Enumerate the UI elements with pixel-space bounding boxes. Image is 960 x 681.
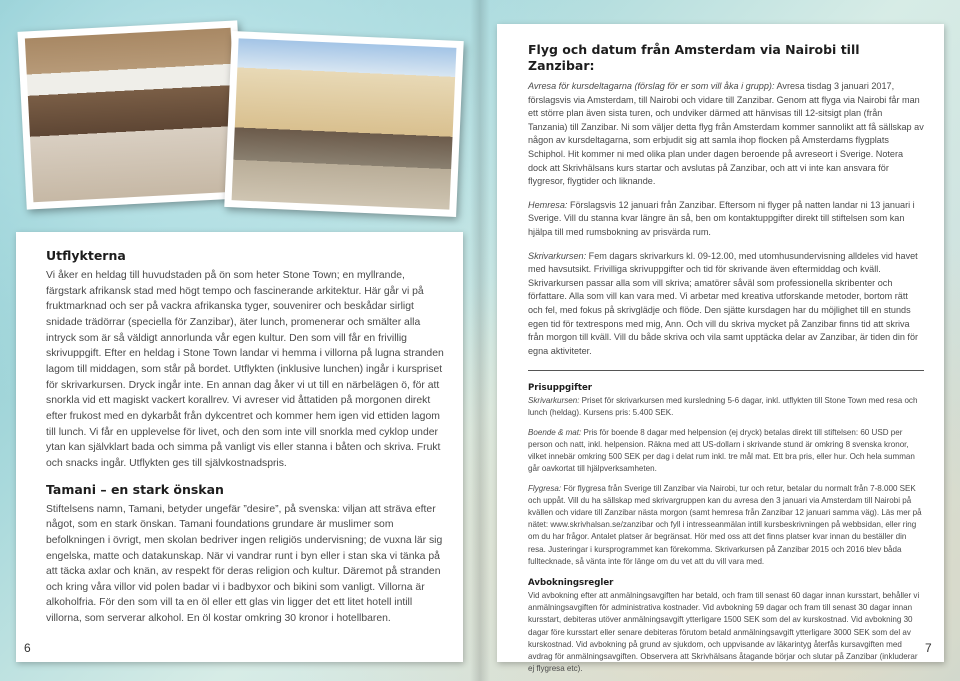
- avresa-text: Avresa tisdag 3 januari 2017, förslagsvis via Amsterdam, till Nairobi och vidare till Zanzibar. Genom att flyga via Nairobi får man ett större plan även sista turen, och undviker därmed att hänvisas till 12-sitsigt plan (från Tanzania) till Zanzibar. Ni som väljer detta flyg från Amsterdam kommer sannolikt att få sällskap av någon av kursdeltagarna, som erbjudit sig att samla ihop flocken på Amsterdams flygplats Schiphol. Hit kommer ni med olika plan under dagen beroende på avreseort i Sverige. Notera dock att Skrivhälsans kurs startar och avslutas på Zanzibar, och att vi inte kan ansvara för flygresor, flygtider och liknande.: [528, 81, 924, 187]
- photo-writing-class-image: [25, 28, 239, 203]
- utflykterna-text: Vi åker en heldag till huvudstaden på ön som heter Stone Town; en myllrande, färgstark afrikansk stad med högt tempo och fascinerande arkitektur. Här går vi på fruktmarknad och ser på vackra afrikanska tyger, souvenirer och beskådar sirligt snidade trädörrar (speciella för Zanzibar), äter lunch, promenerar och smälter alla intryck som är så väldigt annorlunda vår egen kultur. Den som vill får en frivillig skrivuppgift. Efter en heldag i Stone Town landar vi hemma i villorna på lugna stranden lagom till middagen, som står på bordet. Utflykten (inklusive lunchen) ingår i kurspriset för skrivarkursen. Dryck ingår inte. En annan dag åker vi ut till en närbelägen ö, för att snorkla vid ett magiskt vackert korallrev. Vi avreser vid åttatiden på morgonen direkt efter frukost med en dykarbåt från dykcentret och kommer hem igen vid ettiden lagom till lunch. Vi får en upplevelse för livet, och den som inte vill snorkla med cyklop under ytan kan självklart bada och simma på vanligt vis eller stanna i båten och skriva. Frukt och snacks ingår. Utflykten ges till självkostnadspris.: [46, 270, 444, 469]
- left-text-panel: [16, 232, 463, 662]
- heading-flyg: Flyg och datum från Amsterdam via Nairobi till Zanzibar:: [528, 42, 860, 73]
- page-number-left: 6: [24, 641, 31, 655]
- skrivarkursen-paragraph: [528, 250, 924, 359]
- page-gutter: [470, 0, 490, 681]
- flygresa-label: Flygresa:: [528, 483, 562, 493]
- heading-utflykterna: Utflykterna: [46, 248, 126, 263]
- avresa-label: Avresa för kursdeltagarna (förslag för er som vill åka i grupp):: [528, 81, 775, 91]
- flygresa-paragraph: [528, 483, 924, 568]
- pris-skrivarkursen-text: Priset för skrivarkursen med kursledning 5-6 dagar, inkl. utflykten till Stone Town med resa och lunch (heldag). Kursens pris: 5.400 SEK.: [528, 396, 918, 418]
- section-divider: [528, 370, 924, 371]
- skrivarkursen-text: Fem dagars skrivarkurs kl. 09-12.00, med utomhusundervisning alldeles vid havet med havsutsikt. Frivilliga skrivuppgifter och tid för skrivande även eftermiddag och kväll. Skrivarkursen passar alla som vill skriva; amatörer såväl som professionella skribenter och författare. Alla som vill kan vara med. Vi arbetar med kreativa utforskande metoder, bortom rätt och fel, med fokus på skrivglädje och flöde. Den sjätte kursdagen har du möjlighet till en stunds egen tid för textrespons med mig, Ann. Och vill du skriva mycket på Zanzibar finns tid att skriva från morgon till kväll. Vill du både skriva och vila samt upptäcka delar av Zanzibar, är tiden din för egna aktiviteter.: [528, 250, 919, 356]
- hemresa-text: Förslagsvis 12 januari från Zanzibar. Eftersom ni flyger på natten landar ni 13 januari i Sverige. Vill du stanna kvar längre än så, ben om kontaktuppgifter direkt till stiftelsen som kan hjälpa till med rumsbokning av prisvärda rum.: [528, 199, 915, 237]
- pris-skrivarkursen-paragraph: [528, 395, 924, 419]
- hemresa-label: Hemresa:: [528, 199, 568, 210]
- photo-writing-class: [17, 20, 246, 209]
- page-number-right: 7: [925, 641, 932, 655]
- boende-paragraph: [528, 427, 924, 476]
- tamani-text: Stiftelsens namn, Tamani, betyder ungefär ”desire”, på svenska: viljan att sträva efter något, som en stark önskan. Tamani foundations grundare är muslimer som befolkningen i övrigt, men skolan bedriver ingen religiös undervisning; de vuxna lär sig engelska, matte och datakunskap. När vi vandrar runt i byn eller i stan ska vi tänka på att täcka axlar och knän, av respekt för deras religion och kultur. Däremot på stranden och kring våra villor vid polen badar vi i badbyxor och bikini som vanligt. Villorna är alkoholfria. För den som vill ta en öl eller ett glas vin ligger det ett litet hotell intill villorna, som serverar alkohol. En öl kostar omkring 30 kronor i hotellbaren.: [46, 503, 443, 625]
- boende-label: Boende & mat:: [528, 427, 582, 437]
- avresa-paragraph: [528, 80, 924, 189]
- heading-avbokningsregler: Avbokningsregler: [528, 577, 614, 588]
- avbokning-text: Vid avbokning efter att anmälningsavgiften har betald, och fram till senast 60 dagar innan kursstart, behåller vi anmälningsavgiften för administrativa kostnader. Vid avbokning 59 dagar och fram till senast 30 dagar innan kursstart, debiteras utöver anmälningsavgift ytterligare 1500 SEK som del av kurskostnad. Vid avbokning 30 dagar före kursstart eller senare debiteras förutom betald anmälningsavgift ytterligare 3000 SEK som del av kurskostnad. Vid avbokning på grund av sjukdom, och uppvisande av läkarintyg återfås kursavgiften med avdrag för anmälningsavgiften. Observera att Skrivhälsans åtagande börjar och slutar på Zanzibar (inkluderar ej flygresa etc).: [528, 590, 920, 674]
- hemresa-paragraph: [528, 199, 924, 240]
- flygresa-text: För flygresa från Sverige till Zanzibar via Nairobi, tur och retur, betalar du normalt från 7-8.000 SEK och uppåt. Vill du ha sällskap med skrivargruppen kan du avresa den 3 januari via Amsterdam till Nairobi på kvällen och vidare till Zanzibar nästa morgon (samt hemresa från Zanzibar 12 januari samma väg). Läs mer på nätet: www.skrivhalsan.se/zanzibar och fyll i intresseanmälan intill kursbeskrivningen på webbsidan, eller ring om du har frågor. Antalet platser är begränsat. Hör med oss att det finns platser kvar innan du beställer din resa. Justeringar i kursprogrammet kan förekomma. Skrivarkursen på Zanzibar 2015 och 2016 blev båda fulltecknade, så vänta inte för länge om du vet att du vill vara med.: [528, 483, 922, 566]
- skrivarkursen-label: Skrivarkursen:: [528, 250, 587, 261]
- heading-tamani: Tamani – en stark önskan: [46, 481, 224, 497]
- pris-skrivarkursen-label: Skrivarkursen:: [528, 396, 580, 406]
- right-text-panel: [497, 24, 944, 674]
- photo-stone-town-market: [224, 31, 463, 217]
- boende-text: Pris för boende 8 dagar med helpension (ej dryck) betalas direkt till stiftelsen: 60 USD per person och natt, inkl. helpension. Räkna med att US-dollarn i skrivande stund är omkring 8 svenska kronor, vilket innebär omkring 500 SEK per dag i delat rum inkl. tre mål mat. Ett bra pris, eller hur. Och hela summan går oavkortat till hjälpverksamheten.: [528, 427, 915, 474]
- heading-prisuppgifter: Prisuppgifter: [528, 383, 593, 394]
- photo-stone-town-market-image: [232, 38, 457, 209]
